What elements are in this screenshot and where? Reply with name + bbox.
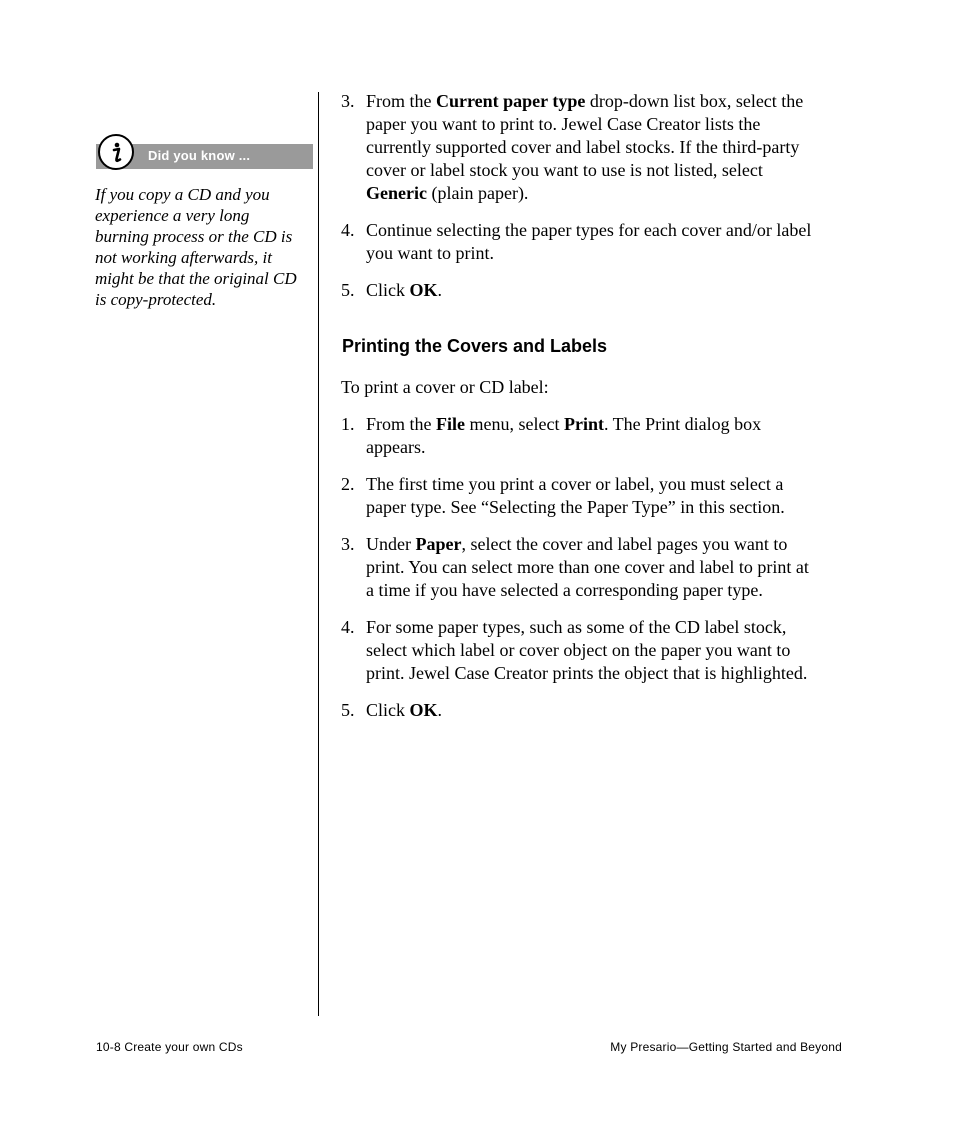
step-line: print. You can select more than one cover and label to print at [366, 557, 809, 577]
step-number: 5. [341, 700, 355, 720]
step-line: a time if you have selected a corresponding paper type. [366, 580, 763, 600]
step-number: 1. [341, 414, 355, 434]
tip-line: burning process or the CD is [95, 227, 293, 246]
step-line: The first time you print a cover or label, you must select a [366, 474, 784, 494]
step-number: 5. [341, 280, 355, 300]
tip-line: If you copy a CD and you [95, 185, 270, 204]
intro-text: To print a cover or CD label: [341, 377, 549, 397]
step-line: paper type. See “Selecting the Paper Type” in this section. [366, 497, 785, 517]
tip-line: experience a very long [95, 206, 250, 225]
step-line: Click OK. [366, 280, 443, 300]
footer-right: My Presario—Getting Started and Beyond [610, 1040, 842, 1054]
step-line: Continue selecting the paper types for each cover and/or label [366, 220, 812, 240]
step-line: Generic (plain paper). [366, 183, 529, 203]
step-line: cover or label stock you want to use is not listed, select [366, 160, 763, 180]
step-line: appears. [366, 437, 426, 457]
info-icon [98, 134, 134, 170]
step-number: 2. [341, 474, 355, 494]
section-heading: Printing the Covers and Labels [342, 336, 608, 356]
step-line: Under Paper, select the cover and label pages you want to [366, 534, 788, 554]
step-line: Click OK. [366, 700, 443, 720]
step-line: select which label or cover object on the paper you want to [366, 640, 791, 660]
step-number: 3. [341, 534, 355, 554]
step-line: paper you want to print to. Jewel Case Creator lists the [366, 114, 761, 134]
step-line: For some paper types, such as some of the CD label stock, [366, 617, 787, 637]
step-line: From the Current paper type drop-down list box, select the [366, 91, 804, 111]
footer-left: 10-8 Create your own CDs [96, 1040, 243, 1054]
step-line: print. Jewel Case Creator prints the object that is highlighted. [366, 663, 808, 683]
tip-title: Did you know ... [148, 148, 251, 163]
column-divider [318, 92, 319, 1016]
tip-line: is copy-protected. [95, 290, 217, 309]
tip-line: not working afterwards, it [95, 248, 272, 267]
step-line: From the File menu, select Print. The Print dialog box [366, 414, 762, 434]
step-number: 3. [341, 91, 355, 111]
step-number: 4. [341, 617, 355, 637]
step-line: you want to print. [366, 243, 494, 263]
tip-body [95, 184, 310, 310]
step-number: 4. [341, 220, 355, 240]
tip-line: might be that the original CD [95, 269, 297, 288]
step-line: currently supported cover and label stocks. If the third-party [366, 137, 800, 157]
